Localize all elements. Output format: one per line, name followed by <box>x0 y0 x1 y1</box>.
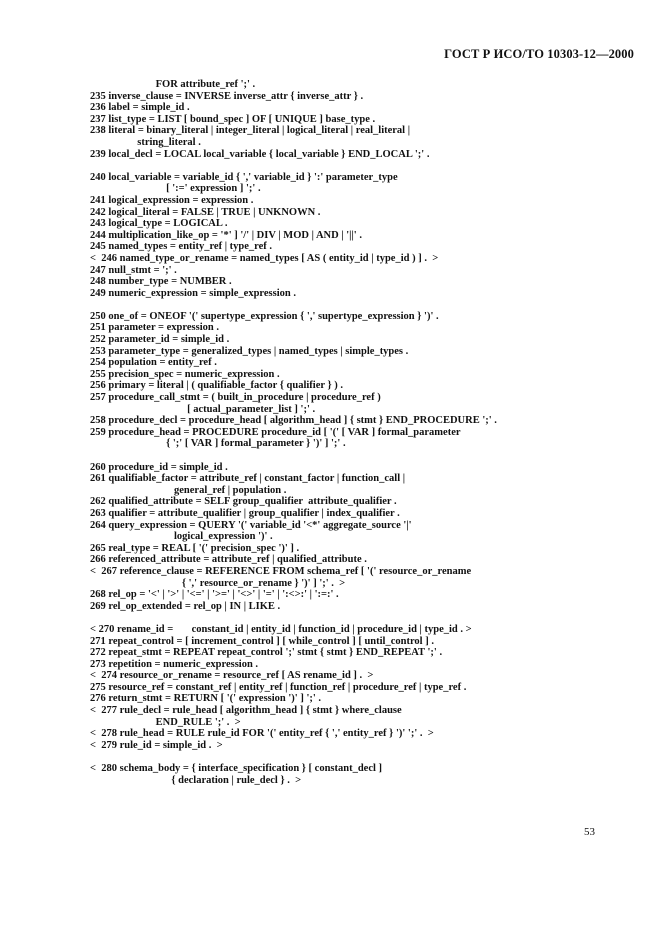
grammar-rule-line: [ actual_parameter_list ] ';' . <box>90 403 316 415</box>
grammar-rule-line: { declaration | rule_decl } . > <box>90 774 302 786</box>
grammar-rule-line: < 279 rule_id = simple_id . > <box>90 739 223 751</box>
grammar-rule-line: 268 rel_op = '<' | '>' | '<=' | '>=' | '<>' | '=' | ':<>:' | ':=:' . <box>90 589 339 601</box>
grammar-rule-line: END_RULE ';' . > <box>90 716 241 728</box>
grammar-rule-line: 238 literal = binary_literal | integer_literal | logical_literal | real_literal | <box>90 125 411 137</box>
grammar-rule-line: 237 list_type = LIST [ bound_spec ] OF [ UNIQUE ] base_type . <box>90 113 376 125</box>
grammar-rule-line: general_ref | population . <box>90 484 287 496</box>
grammar-rule-line: 276 return_stmt = RETURN [ '(' expression ')' ] ';' . <box>90 693 322 705</box>
grammar-rule-line: 259 procedure_head = PROCEDURE procedure_id [ '(' [ VAR ] formal_parameter <box>90 426 461 438</box>
grammar-rule-line: 239 local_decl = LOCAL local_variable { local_variable } END_LOCAL ';' . <box>90 148 430 160</box>
grammar-rule-line: 242 logical_literal = FALSE | TRUE | UNKNOWN . <box>90 206 321 218</box>
blank-line <box>90 612 610 624</box>
grammar-rule-line: 236 label = simple_id . <box>90 102 190 114</box>
grammar-rule-line: 255 precision_spec = numeric_expression . <box>90 368 280 380</box>
grammar-rule-line: [ ':=' expression ] ';' . <box>90 183 261 195</box>
grammar-rule-line: logical_expression ')' . <box>90 531 273 543</box>
grammar-rule-line: 254 population = entity_ref . <box>90 357 217 369</box>
grammar-listing <box>90 79 610 786</box>
grammar-rule-line: FOR attribute_ref ';' . <box>90 79 256 90</box>
grammar-rule-line: 263 qualifier = attribute_qualifier | group_qualifier | index_qualifier . <box>90 507 400 519</box>
grammar-rule-line: { ',' resource_or_rename } ')' ] ';' . > <box>90 577 346 589</box>
grammar-rule-line: < 280 schema_body = { interface_specification } [ constant_decl ] <box>90 763 383 775</box>
grammar-rule-line: 248 number_type = NUMBER . <box>90 276 232 288</box>
grammar-rule-line: 244 multiplication_like_op = '*' ] '/' | DIV | MOD | AND | '||' . <box>90 229 362 241</box>
grammar-rule-line: 241 logical_expression = expression . <box>90 194 254 206</box>
page-number: 53 <box>584 826 595 838</box>
grammar-rule-line: < 278 rule_head = RULE rule_id FOR '(' entity_ref { ',' entity_ref } ')' ';' . > <box>90 728 434 740</box>
grammar-rule-line: 245 named_types = entity_ref | type_ref . <box>90 241 273 253</box>
grammar-rule-line: < 274 resource_or_rename = resource_ref [ AS rename_id ] . > <box>90 670 374 682</box>
standard-id: ГОСТ Р ИСО/ТО 10303-12—2000 <box>444 47 634 61</box>
grammar-rule-line: 271 repeat_control = [ increment_control ] [ while_control ] [ until_control ] . <box>90 635 434 647</box>
grammar-rule-line: 261 qualifiable_factor = attribute_ref | constant_factor | function_call | <box>90 473 406 485</box>
grammar-rule-line: 247 null_stmt = ';' . <box>90 264 177 276</box>
blank-line <box>90 751 610 763</box>
grammar-rule-line: 251 parameter = expression . <box>90 322 219 334</box>
grammar-rule-line: 265 real_type = REAL [ '(' precision_spec ')' ] . <box>90 542 300 554</box>
grammar-rule-line: 235 inverse_clause = INVERSE inverse_attr { inverse_attr } . <box>90 90 364 102</box>
grammar-rule-line: 252 parameter_id = simple_id . <box>90 334 230 346</box>
grammar-rule-line: 266 referenced_attribute = attribute_ref | qualified_attribute . <box>90 554 367 566</box>
grammar-rule-line: 256 primary = literal | ( qualifiable_factor { qualifier } ) . <box>90 380 343 392</box>
document-header <box>444 47 634 62</box>
grammar-rule-line: 253 parameter_type = generalized_types | named_types | simple_types . <box>90 345 409 357</box>
grammar-rule-line: 260 procedure_id = simple_id . <box>90 461 228 473</box>
grammar-rule-line: < 270 rename_id = constant_id | entity_id | function_id | procedure_id | type_id . > <box>90 623 472 635</box>
blank-line <box>90 160 610 172</box>
grammar-rule-line: 249 numeric_expression = simple_expression . <box>90 287 296 299</box>
grammar-rule-line: 250 one_of = ONEOF '(' supertype_expression { ',' supertype_expression } ')' . <box>90 310 439 322</box>
grammar-rule-line: 264 query_expression = QUERY '(' variable_id '<*' aggregate_source '|' <box>90 519 412 531</box>
grammar-rule-line: < 246 named_type_or_rename = named_types [ AS ( entity_id | type_id ) ] . > <box>90 252 439 264</box>
grammar-rule-line: 257 procedure_call_stmt = ( built_in_procedure | procedure_ref ) <box>90 392 381 404</box>
grammar-rule-line: string_literal . <box>90 136 201 148</box>
grammar-rule-line: 240 local_variable = variable_id { ',' variable_id } ':' parameter_type <box>90 171 398 183</box>
grammar-rule-line: 272 repeat_stmt = REPEAT repeat_control ';' stmt { stmt } END_REPEAT ';' . <box>90 647 443 659</box>
grammar-rule-line: < 277 rule_decl = rule_head [ algorithm_head ] { stmt } where_clause <box>90 705 402 717</box>
grammar-rule-line: 258 procedure_decl = procedure_head [ algorithm_head ] { stmt } END_PROCEDURE ';' . <box>90 415 497 427</box>
blank-line <box>90 450 610 462</box>
grammar-rule-line: 275 resource_ref = constant_ref | entity_ref | function_ref | procedure_ref | type_ref . <box>90 681 467 693</box>
grammar-rule-line: < 267 reference_clause = REFERENCE FROM schema_ref [ '(' resource_or_rename <box>90 565 472 577</box>
grammar-rule-line: 262 qualified_attribute = SELF group_qualifier attribute_qualifier . <box>90 496 397 508</box>
blank-line <box>90 299 610 311</box>
grammar-rule-line: 269 rel_op_extended = rel_op | IN | LIKE . <box>90 600 281 612</box>
grammar-rule-line: { ';' [ VAR ] formal_parameter } ')' ] ';' . <box>90 438 346 450</box>
grammar-rule-line: 243 logical_type = LOGICAL . <box>90 218 228 230</box>
grammar-rule-line: 273 repetition = numeric_expression . <box>90 658 259 670</box>
